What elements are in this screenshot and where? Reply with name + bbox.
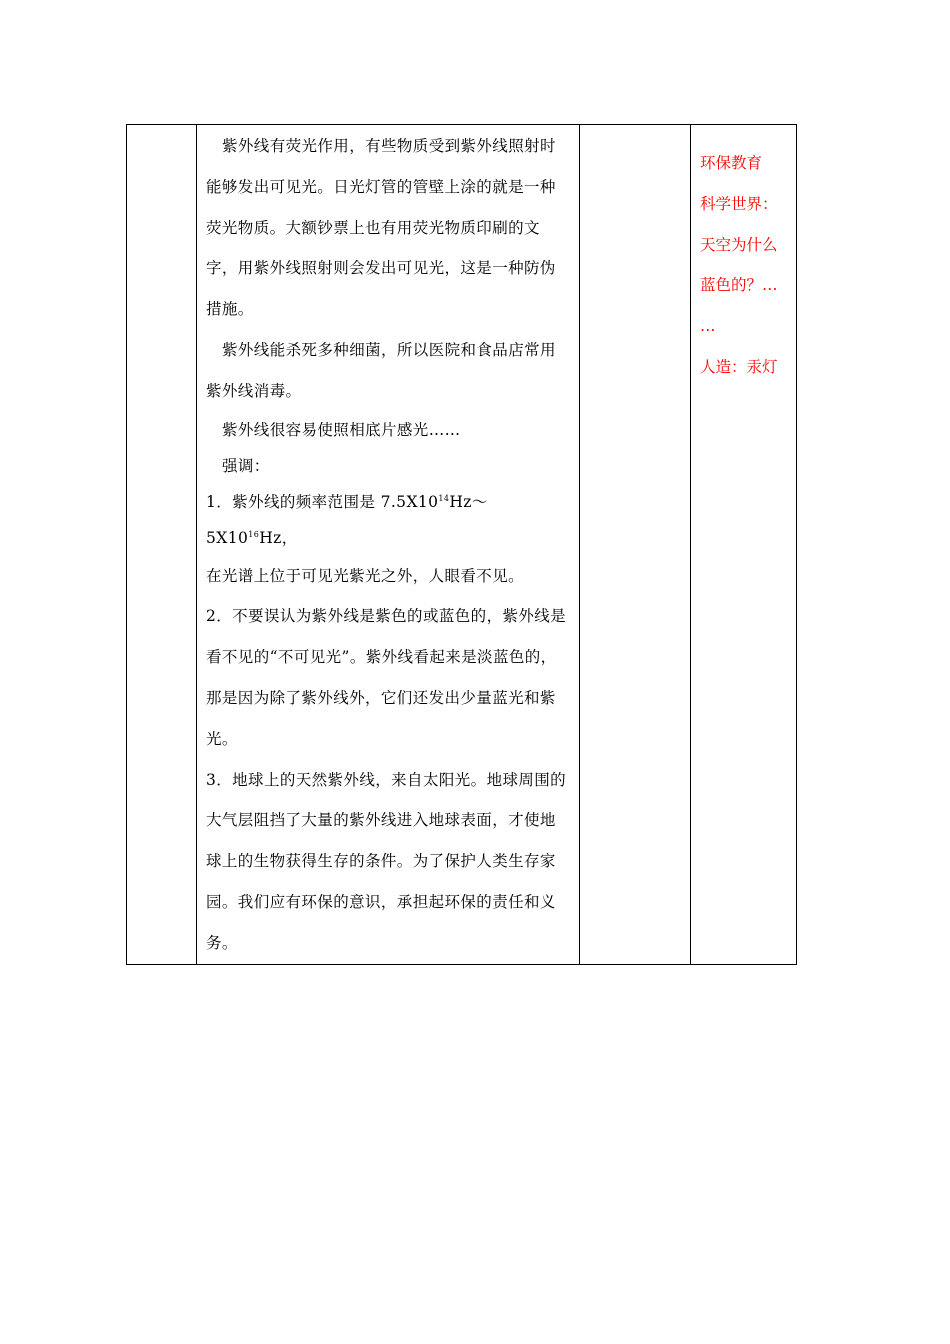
paragraph-fluorescence-line1: 紫外线有荧光作用，有些物质受到紫外线照射 xyxy=(222,137,541,155)
notes-cell xyxy=(691,125,797,965)
content-body xyxy=(197,125,579,964)
blank-activity-cell xyxy=(580,125,691,965)
side-note-sky-question-1: 天空为什么 xyxy=(700,235,778,254)
point-1-text-c: Hz， xyxy=(259,528,298,547)
point-1-exponent-2: 16 xyxy=(248,529,260,539)
point-1-text-b: Hz～5X10 xyxy=(206,492,488,547)
point-2: 2．不要误认为紫外线是紫色的或蓝色的，紫外线是看不见的“不可见光”。紫外线看起来是淡蓝色的，那是因为除了紫外线外，它们还发出少量蓝光和紫光。 xyxy=(206,607,567,748)
paragraph-sterilize-rest: 用紫外线消毒。 xyxy=(206,340,556,400)
point-1 xyxy=(206,484,570,556)
side-note-sky-question-2: 蓝色的？… xyxy=(700,276,778,295)
side-note-science-world: 科学世界： xyxy=(700,194,778,213)
paragraph-fluorescence xyxy=(206,126,570,330)
point-1-continuation: 在光谱上位于可见光紫光之外，人眼看不见。 xyxy=(206,566,525,585)
lesson-plan-table xyxy=(126,124,797,965)
paragraph-fluorescence-rest: 时能够发出可见光。日光灯管的管壁上涂的就是一种荧光物质。大额钞票上也有用荧光物质印刷的文字，用紫外线照射则会发出可见光，这是一种防伪措施。 xyxy=(206,137,556,319)
side-note-mercury-lamp: 人造：汞灯 xyxy=(700,357,778,376)
content-cell xyxy=(197,125,580,965)
side-note-ellipsis: … xyxy=(700,317,716,336)
point-1-exponent-1: 14 xyxy=(438,493,450,503)
side-note-env-education: 环保教育 xyxy=(700,154,763,172)
emphasis-label: 强调： xyxy=(222,456,270,475)
paragraph-sterilize-line1: 紫外线能杀死多种细菌，所以医院和食品店常 xyxy=(222,340,541,359)
side-notes xyxy=(691,125,796,388)
table-row xyxy=(127,125,797,965)
blank-left-cell xyxy=(127,125,197,965)
paragraph-sterilize xyxy=(206,330,570,412)
point-3: 3．地球上的天然紫外线，来自太阳光。地球周围的大气层阻挡了大量的紫外线进入地球表面，才使地球上的生物获得生存的条件。为了保护人类生存家园。我们应有环保的意识，承担起环保的责任和义务。 xyxy=(206,770,567,952)
paragraph-photo-film: 紫外线很容易使照相底片感光…… xyxy=(222,420,461,439)
point-1-text-a: 1．紫外线的频率范围是 7.5X10 xyxy=(206,492,439,511)
